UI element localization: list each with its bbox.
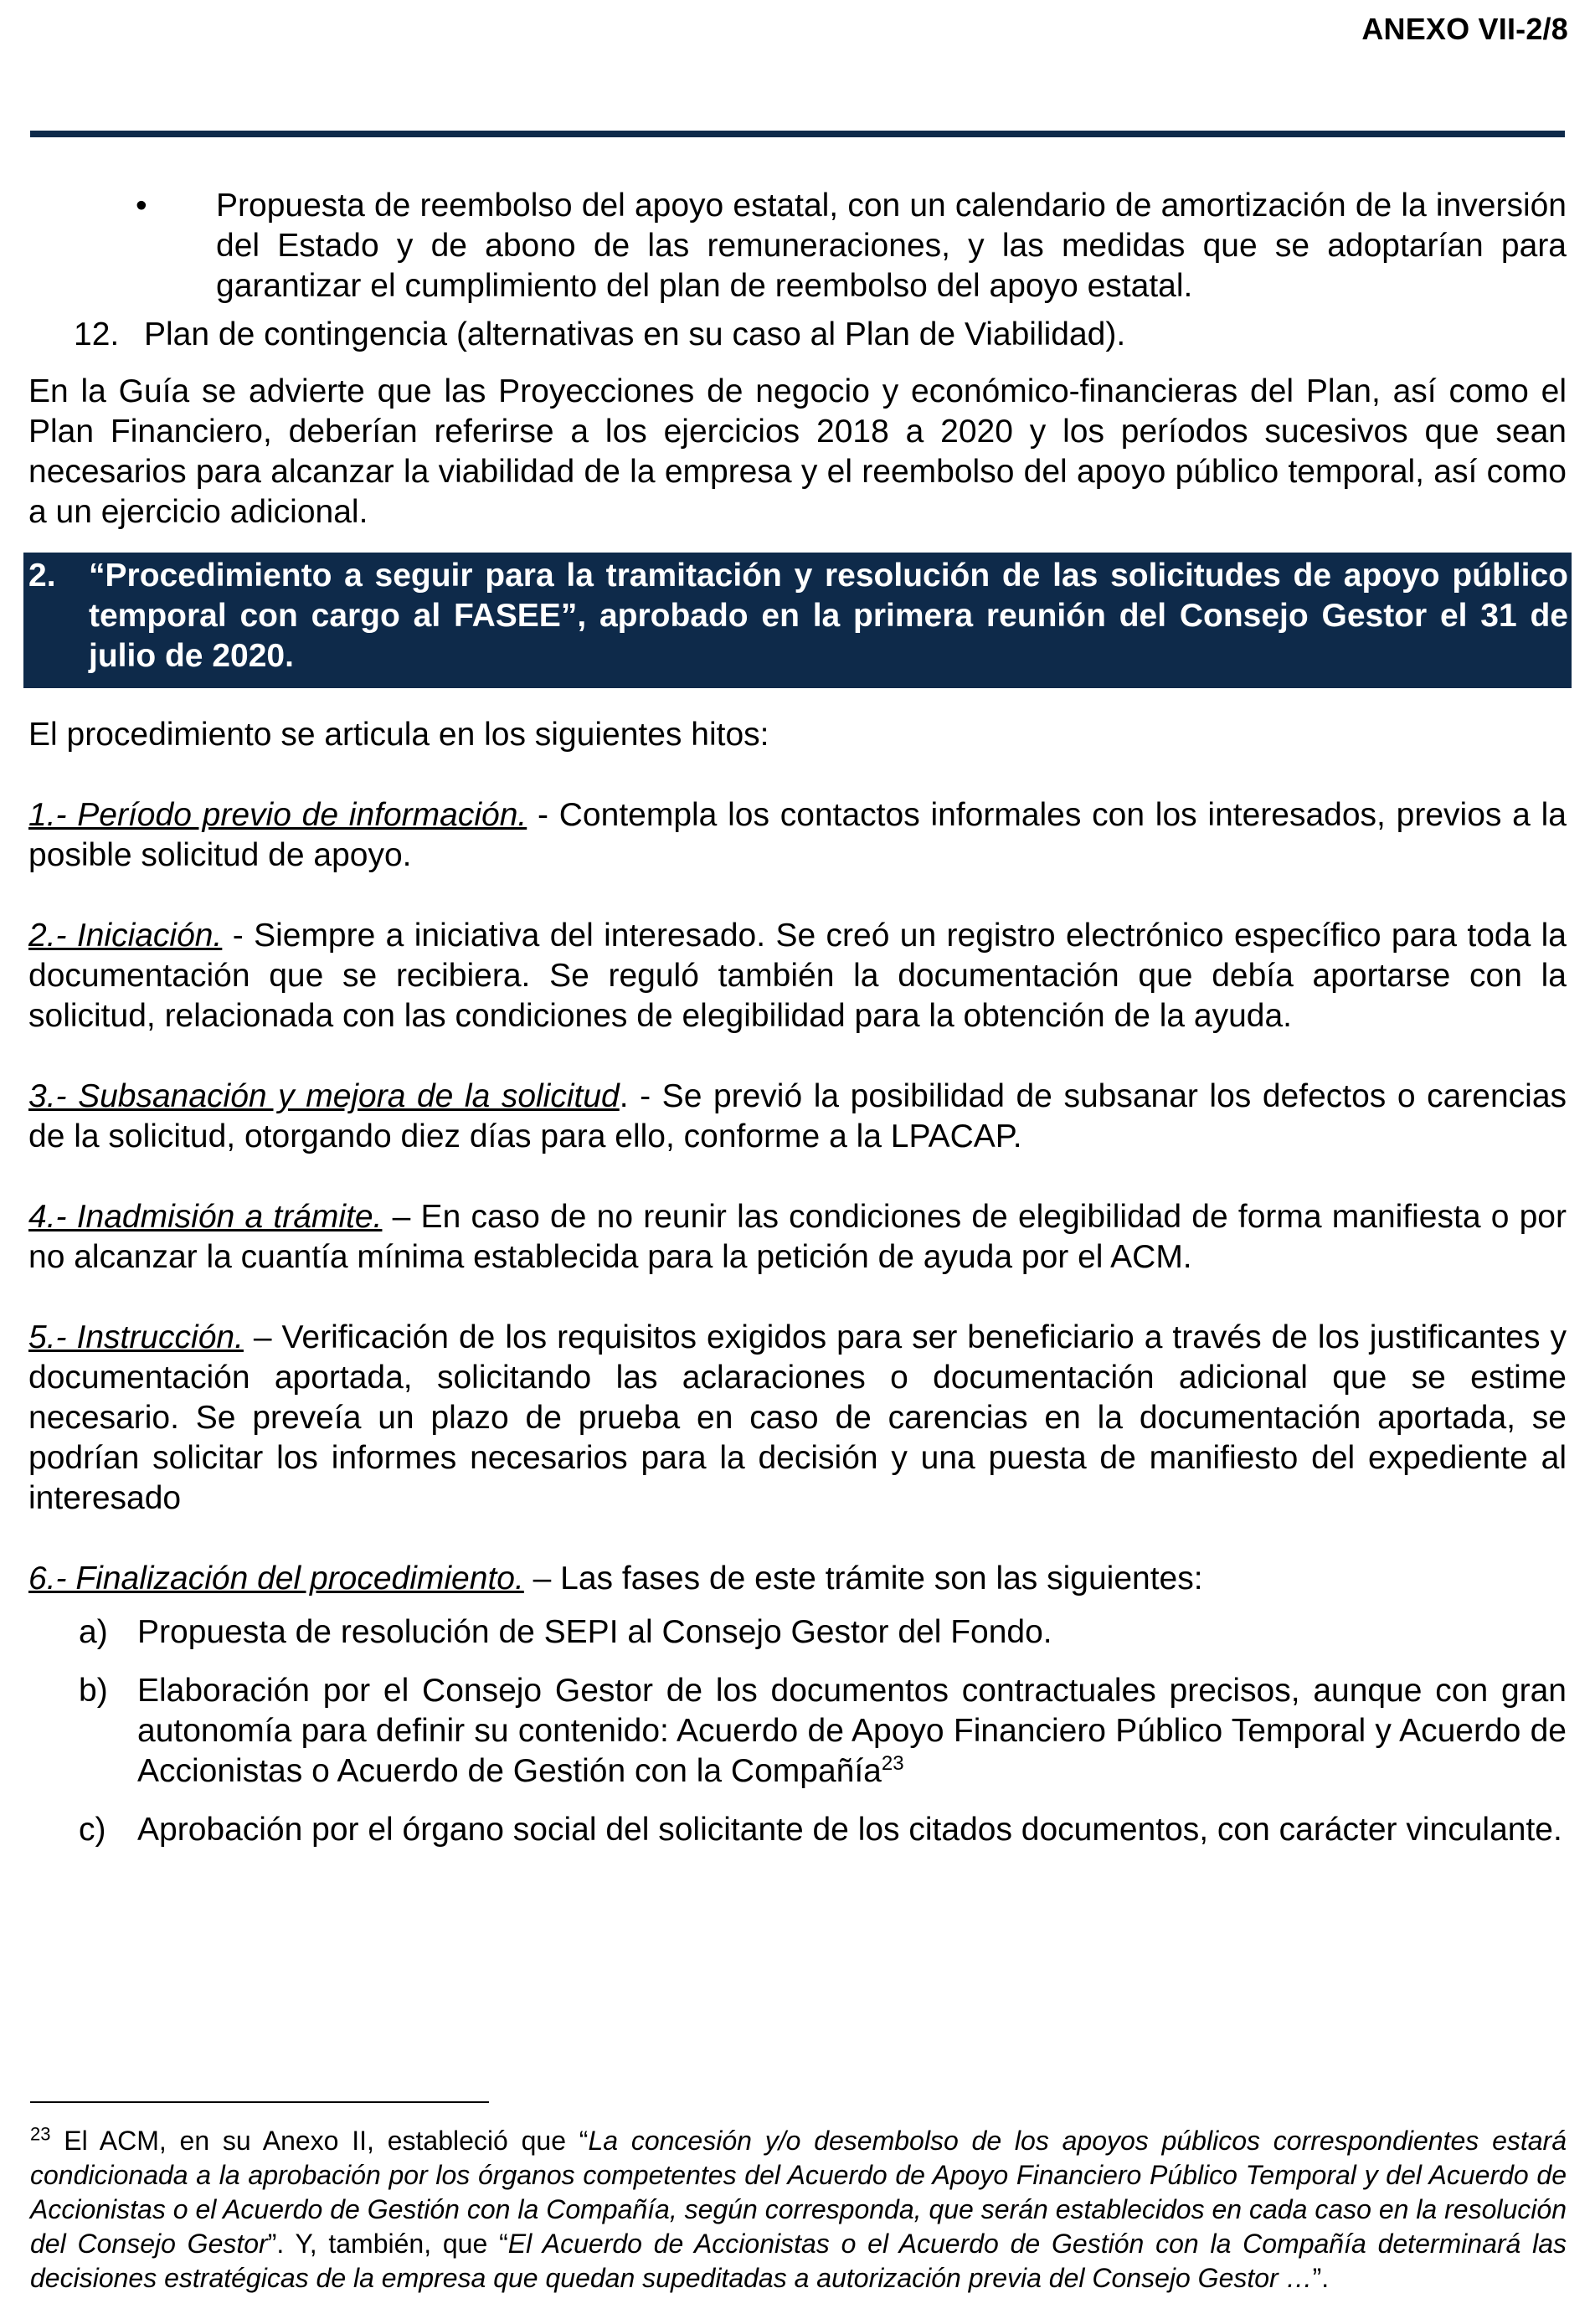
- hito-text: – En caso de no reunir las condiciones de elegibilidad de forma manifiesta o por no alcanzar la cuantía mínima establecida para la petición de ayuda por el ACM.: [28, 1199, 1567, 1275]
- hito-text: – Las fases de este trámite son las siguientes:: [523, 1560, 1203, 1596]
- guide-paragraph: En la Guía se advierte que las Proyecciones de negocio y económico-financieras del Plan, así como el Plan Financiero, deberían referirse a los ejercicios 2018 a 2020 y los períodos sucesivos que sean necesarios para alcanzar la viabilidad de la empresa y el reembolso del apoyo público temporal, así como a un ejercicio adicional.: [28, 373, 1567, 530]
- document-body: [28, 186, 1567, 1869]
- bullet-item: [136, 186, 1567, 306]
- section-title: “Procedimiento a seguir para la tramitación y resolución de las solicitudes de apoyo público temporal con cargo al FASEE”, aprobado en la primera reunión del Consejo Gestor el 31 de julio de 2020.: [89, 558, 1568, 674]
- section-heading: [23, 553, 1572, 688]
- phase-item: [79, 1810, 1567, 1850]
- hito-text: – Verificación de los requisitos exigidos para ser beneficiario a través de los justificantes y documentación aportada, solicitando las aclaraciones o documentación adicional que se estime necesario. Se preveía un plazo de prueba en caso de carencias en la documentación aportada, se podrían solicitar los informes necesarios para la decisión y una puesta de manifiesto del expediente al interesado: [28, 1319, 1567, 1516]
- phase-item: [79, 1671, 1567, 1792]
- footnote-23: $^{23}$ El ACM, en su Anexo II, estableció que “La concesión y/o desembolso de los apoyos públicos correspondientes estará condicionada a la aprobación por los órganos competentes del Acuerdo de Apoyo Financiero Público Temporal y del Acuerdo de Accionistas o el Acuerdo de Gestión con la Compañía, según corresponda, que serán establecidos en cada caso en la resolución del Consejo Gestor”. Y, también, que “El Acuerdo de Accionistas o el Acuerdo de Gestión con la Compañía determinará las decisiones estratégicas de la empresa que quedan supeditadas a autorización previa del Consejo Gestor …”.: [30, 2123, 1567, 2293]
- hito-title: 6.- Finalización del procedimiento.: [28, 1560, 524, 1596]
- hito-title: 3.- Subsanación y mejora de la solicitud: [28, 1078, 620, 1114]
- footnote-number: 23: [30, 2123, 51, 2145]
- hito-title: 5.- Instrucción.: [28, 1319, 244, 1355]
- footnote-separator: [30, 2101, 489, 2103]
- section-number: 2.: [28, 558, 56, 594]
- header-rule: [30, 131, 1565, 137]
- page-header: [1361, 0, 1568, 59]
- procedure-intro: El procedimiento se articula en los siguientes hitos:: [28, 717, 769, 753]
- footnote-quote: La concesión y/o desembolso de los apoyos públicos correspondientes estará condicionada a la aprobación por los órganos competentes del Acuerdo de Apoyo Financiero Público Temporal y del Acuerdo de Accionistas o el Acuerdo de Gestión con la Compañía, según corresponda, que serán establecidos en cada caso en la resolución del Consejo Gestor: [30, 2126, 1567, 2259]
- footnote-quote: El Acuerdo de Accionistas o el Acuerdo de Gestión con la Compañía determinará las decisiones estratégicas de la empresa que quedan supeditadas a autorización previa del Consejo Gestor …: [30, 2229, 1567, 2293]
- hito-title: 4.- Inadmisión a trámite.: [28, 1199, 383, 1235]
- phase-text: Aprobación por el órgano social del solicitante de los citados documentos, con carácter vinculante.: [137, 1812, 1562, 1848]
- numbered-item-12: [74, 315, 1567, 355]
- hito-6: [28, 1559, 1567, 1599]
- hito-1: [28, 795, 1567, 876]
- hito-text: - Siempre a iniciativa del interesado. Se creó un registro electrónico específico para toda la documentación que se recibiera. Se reguló también la documentación que debía aportarse con la solicitud, relacionada con las condiciones de elegibilidad para la obtención de la ayuda.: [28, 918, 1567, 1034]
- hito-title: 1.- Período previo de información.: [28, 797, 527, 833]
- phase-text: Elaboración por el Consejo Gestor de los documentos contractuales precisos, aunque con gran autonomía para definir su contenido: Acuerdo de Apoyo Financiero Público Temporal y Acuerdo de Accionistas o Acuerdo de Gestión con la Compañía$^{23}$: [137, 1673, 1567, 1789]
- phase-list: [79, 1612, 1567, 1850]
- hito-2: [28, 916, 1567, 1036]
- hito-title: 2.- Iniciación.: [28, 918, 223, 954]
- hito-4: [28, 1197, 1567, 1278]
- bullet-text: Propuesta de reembolso del apoyo estatal, con un calendario de amortización de la inversión del Estado y de abono de las remuneraciones, y las medidas que se adoptarían para garantizar el cumplimiento del plan de reembolso del apoyo estatal.: [216, 188, 1567, 304]
- phase-mark: a): [79, 1614, 108, 1650]
- phase-item: [79, 1612, 1567, 1653]
- phase-mark: c): [79, 1812, 106, 1848]
- hito-3: [28, 1077, 1567, 1157]
- hito-text: . - Se previó la posibilidad de subsanar los defectos o carencias de la solicitud, otorgando diez días para ello, conforme a la LPACAP.: [28, 1078, 1567, 1154]
- phase-text: Propuesta de resolución de SEPI al Consejo Gestor del Fondo.: [137, 1614, 1052, 1650]
- annex-label: ANEXO VII-2/8: [1361, 12, 1568, 46]
- item-text: Plan de contingencia (alternativas en su caso al Plan de Viabilidad).: [144, 316, 1126, 352]
- hito-text: - Contempla los contactos informales con los interesados, previos a la posible solicitud de apoyo.: [28, 797, 1567, 873]
- item-number: 12.: [74, 316, 120, 352]
- footnote-reference: 23: [881, 1752, 904, 1775]
- phase-mark: b): [79, 1673, 108, 1709]
- bullet-mark: •: [136, 188, 147, 224]
- hito-5: [28, 1318, 1567, 1519]
